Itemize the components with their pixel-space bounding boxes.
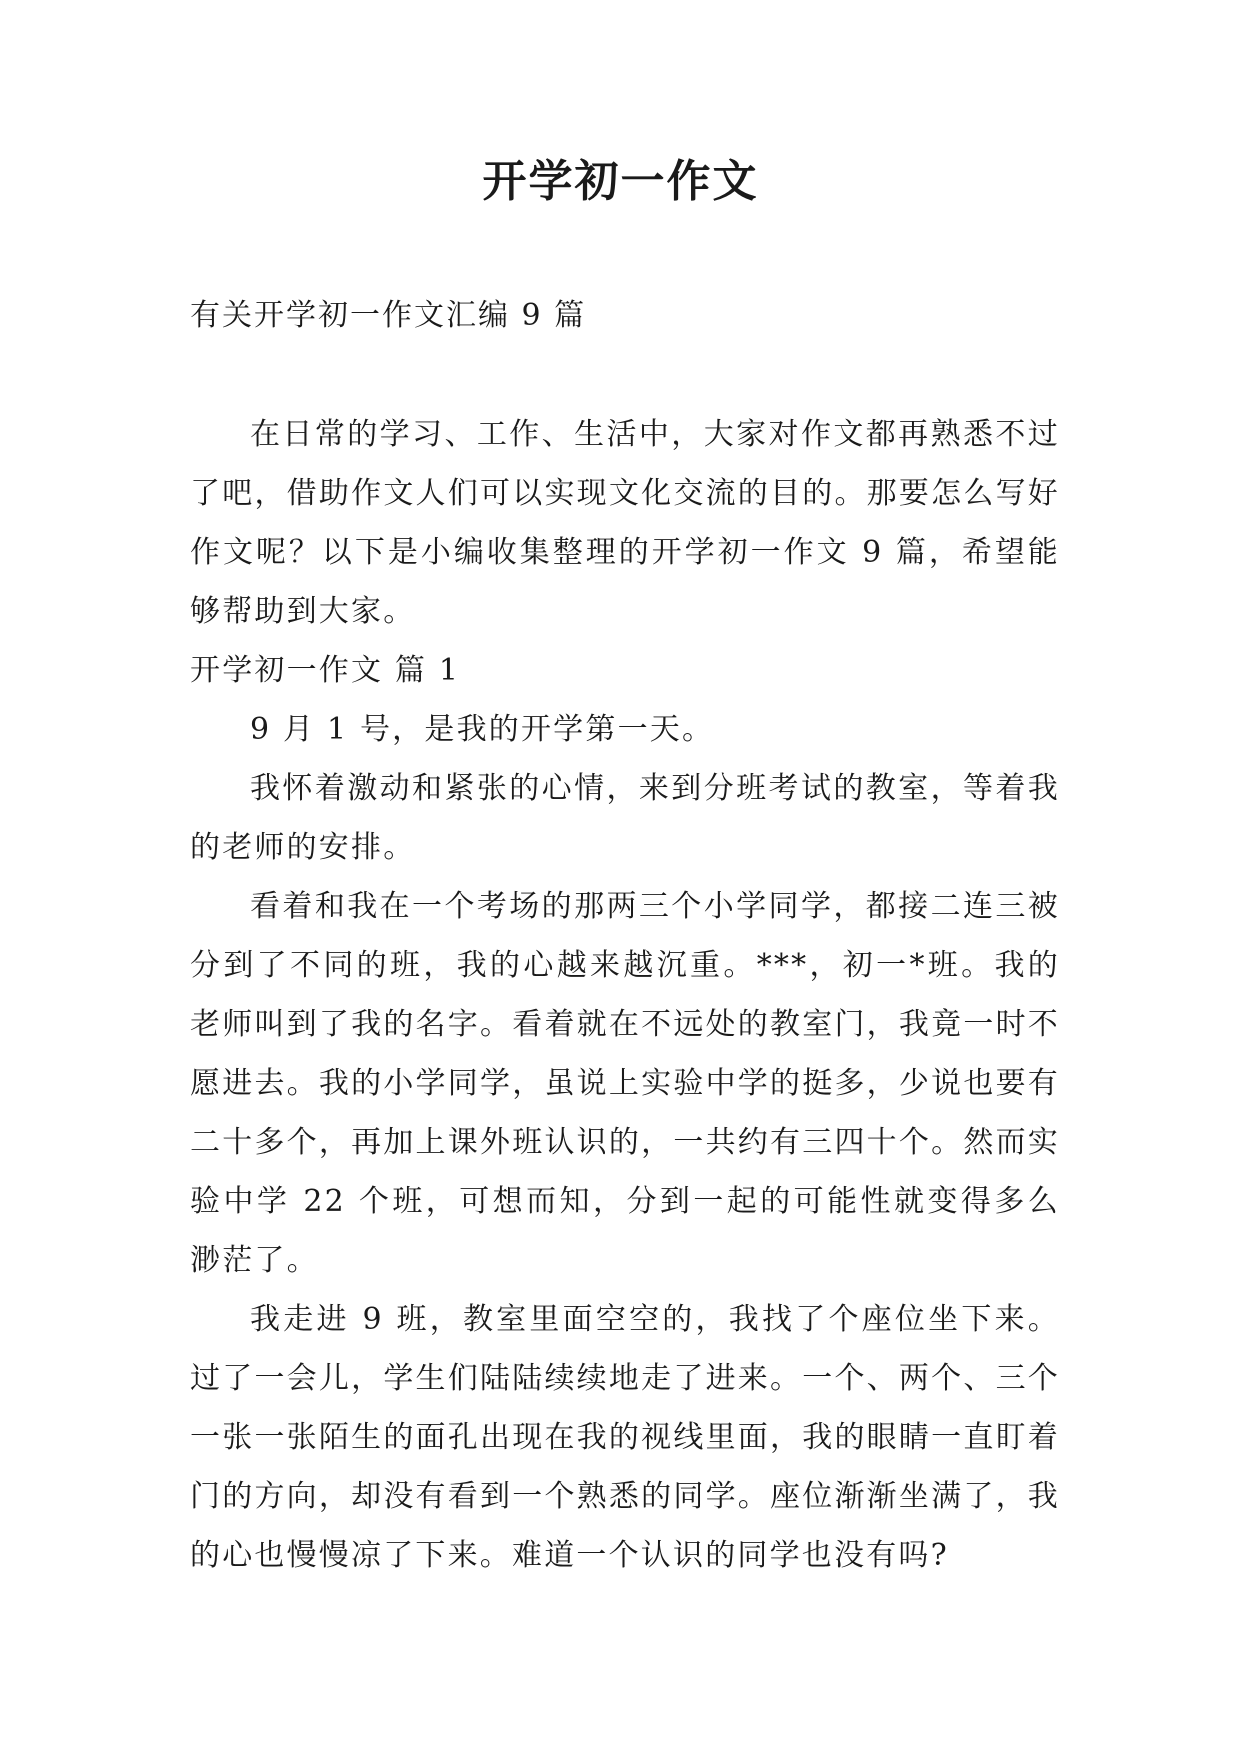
body-paragraph: 看着和我在一个考场的那两三个小学同学，都接二连三被分到了不同的班，我的心越来越沉重。***，初一*班。我的老师叫到了我的名字。看着就在不远处的教室门，我竟一时不愿进去。我的小学同学，虽说上实验中学的挺多，少说也要有二十多个，再加上课外班认识的，一共约有三四十个。然而实验中学 22 个班，可想而知，分到一起的可能性就变得多么渺茫了。 [190,889,1060,1278]
section-heading: 开学初一作文 篇 1 [190,653,461,688]
intro-paragraph: 在日常的学习、工作、生活中，大家对作文都再熟悉不过了吧，借助作文人们可以实现文化交流的目的。那要怎么写好作文呢？以下是小编收集整理的开学初一作文 9 篇，希望能够帮助到大家。 [190,417,1060,629]
document-body [190,405,1060,1585]
document-title: 开学初一作文 [482,156,759,207]
body-paragraph: 我走进 9 班，教室里面空空的，我找了个座位坐下来。过了一会儿，学生们陆陆续续地走了进来。一个、两个、三个一张一张陌生的面孔出现在我的视线里面，我的眼睛一直盯着门的方向，却没有看到一个熟悉的同学。座位渐渐坐满了，我的心也慢慢凉了下来。难道一个认识的同学也没有吗? [190,1302,1060,1573]
body-paragraph: 9 月 1 号，是我的开学第一天。 [250,712,715,747]
body-paragraph: 我怀着激动和紧张的心情，来到分班考试的教室，等着我的老师的安排。 [190,771,1060,865]
document-subtitle: 有关开学初一作文汇编 9 篇 [190,298,587,333]
